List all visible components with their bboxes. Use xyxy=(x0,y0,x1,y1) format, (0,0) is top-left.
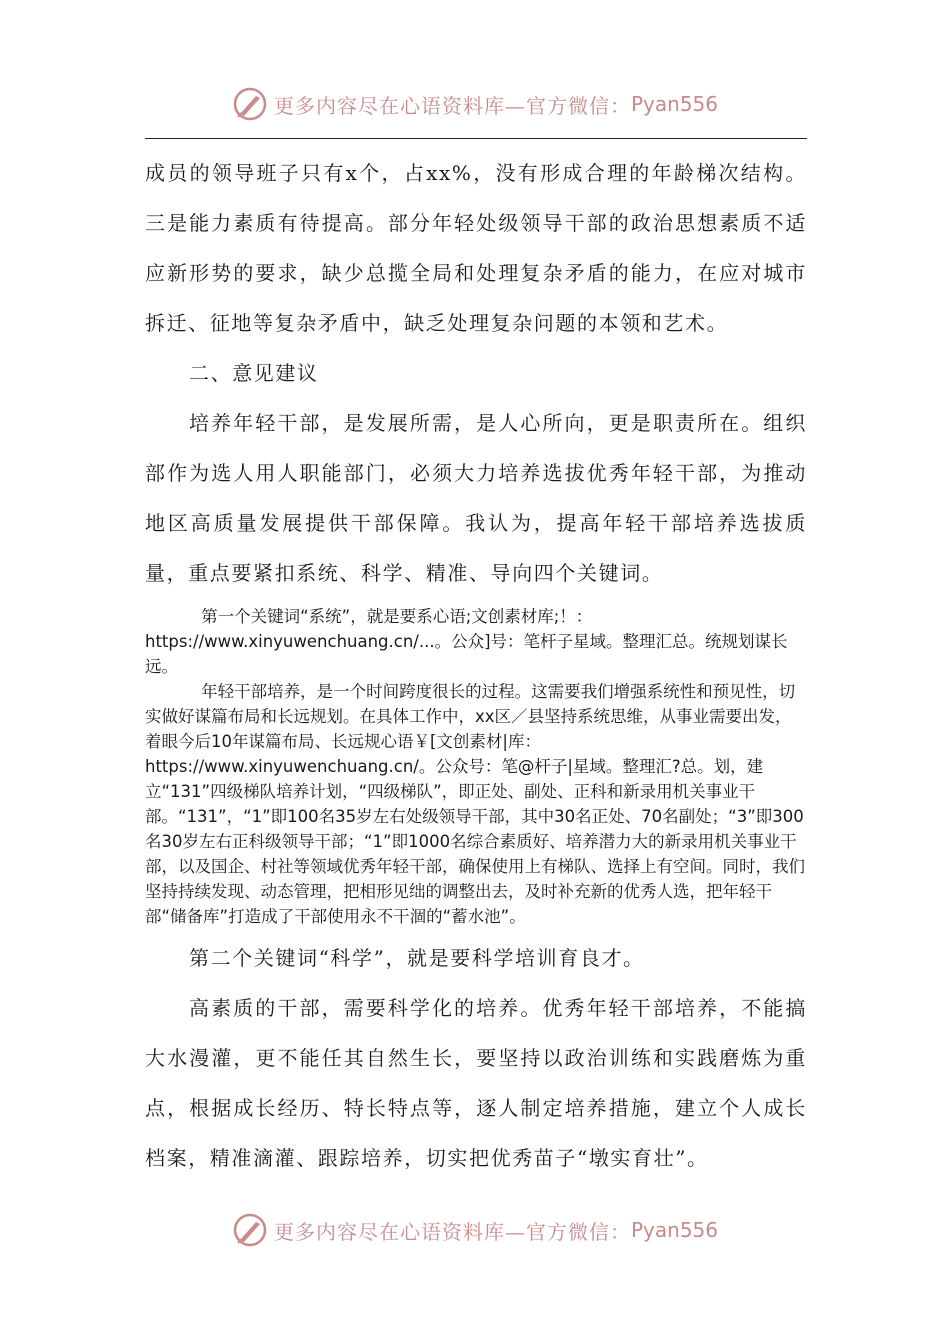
pen-nib-logo-icon xyxy=(232,1212,268,1248)
paragraph-5: 第二个关键词“科学”，就是要科学培训育良才。 xyxy=(189,946,645,970)
paragraph-4: 年轻干部培养，是一个时间跨度很长的过程。这需要我们增强系统性和预见性，切实做好谋篇布局和长远规划。在具体工作中，xx区／县坚持系统思维，从事业需要出发，着眼今后10年谋篇布局、长远规心语￥[文创素材|库：https://www.xinyuwenchuang.cn/。公众号：笔@杆子|星域。整理汇?总。划，建立“131”四级梯队培养计划，“四级梯队”，即正处、副处、正科和新录用机关事业干部。“131”，“1”即100名35岁左右处级领导干部，其中30名正处、70名副处；“3”即300名30岁左右正科级领导干部；“1”即1000名综合素质好、培养潜力大的新录用机关事业干部，以及国企、村社等领域优秀年轻干部，确保使用上有梯队、选择上有空间。同时，我们坚持持续发现、动态管理，把相形见绌的调整出去，及时补充新的优秀人选，把年轻干部“储备库”打造成了干部使用永不干涸的“蓄水池”。 xyxy=(145,682,805,926)
paragraph-3: 第一个关键词“系统”，就是要系心语;文创素材库;！：https://www.xinyuwenchuang.cn/...。公众]号：笔杆子星域。整理汇总。统规划谋长远。 xyxy=(145,607,788,676)
header-banner xyxy=(0,84,950,124)
paragraph-1: 成员的领导班子只有x个，占xx%，没有形成合理的年龄梯次结构。三是能力素质有待提高。部分年轻处级领导干部的政治思想素质不适应新形势的要求，缺少总揽全局和处理复杂矛盾的能力，在应对城市拆迁、征地等复杂矛盾中，缺乏处理复杂问题的本领和艺术。 xyxy=(145,161,807,335)
header-banner-text: 更多内容尽在心语资料库—官方微信： xyxy=(273,93,631,118)
footer-banner xyxy=(0,1210,950,1250)
pen-nib-logo-icon xyxy=(232,86,268,122)
footer-banner-text: 更多内容尽在心语资料库—官方微信： xyxy=(273,1219,631,1244)
paragraph-2: 培养年轻干部，是发展所需，是人心所向，更是职责所在。组织部作为选人用人职能部门，必须大力培养选拔优秀年轻干部，为推动地区高质量发展提供干部保障。我认为，提高年轻干部培养选拔质量，重点要紧扣系统、科学、精准、导向四个关键词。 xyxy=(145,411,807,585)
footer-banner-id: Pyan556 xyxy=(630,1218,718,1242)
paragraph-6: 高素质的干部，需要科学化的培养。优秀年轻干部培养，不能搞大水漫灌，更不能任其自然生长，要坚持以政治训练和实践磨炼为重点，根据成长经历、特长特点等，逐人制定培养措施，建立个人成长档案，精准滴灌、跟踪培养，切实把优秀苗子“墩实育壮”。 xyxy=(145,996,807,1170)
document-body xyxy=(145,148,807,1183)
small-text-block xyxy=(145,604,807,929)
header-banner-id: Pyan556 xyxy=(630,92,718,116)
header-rule xyxy=(145,138,807,139)
section-heading: 二、意见建议 xyxy=(189,361,319,385)
